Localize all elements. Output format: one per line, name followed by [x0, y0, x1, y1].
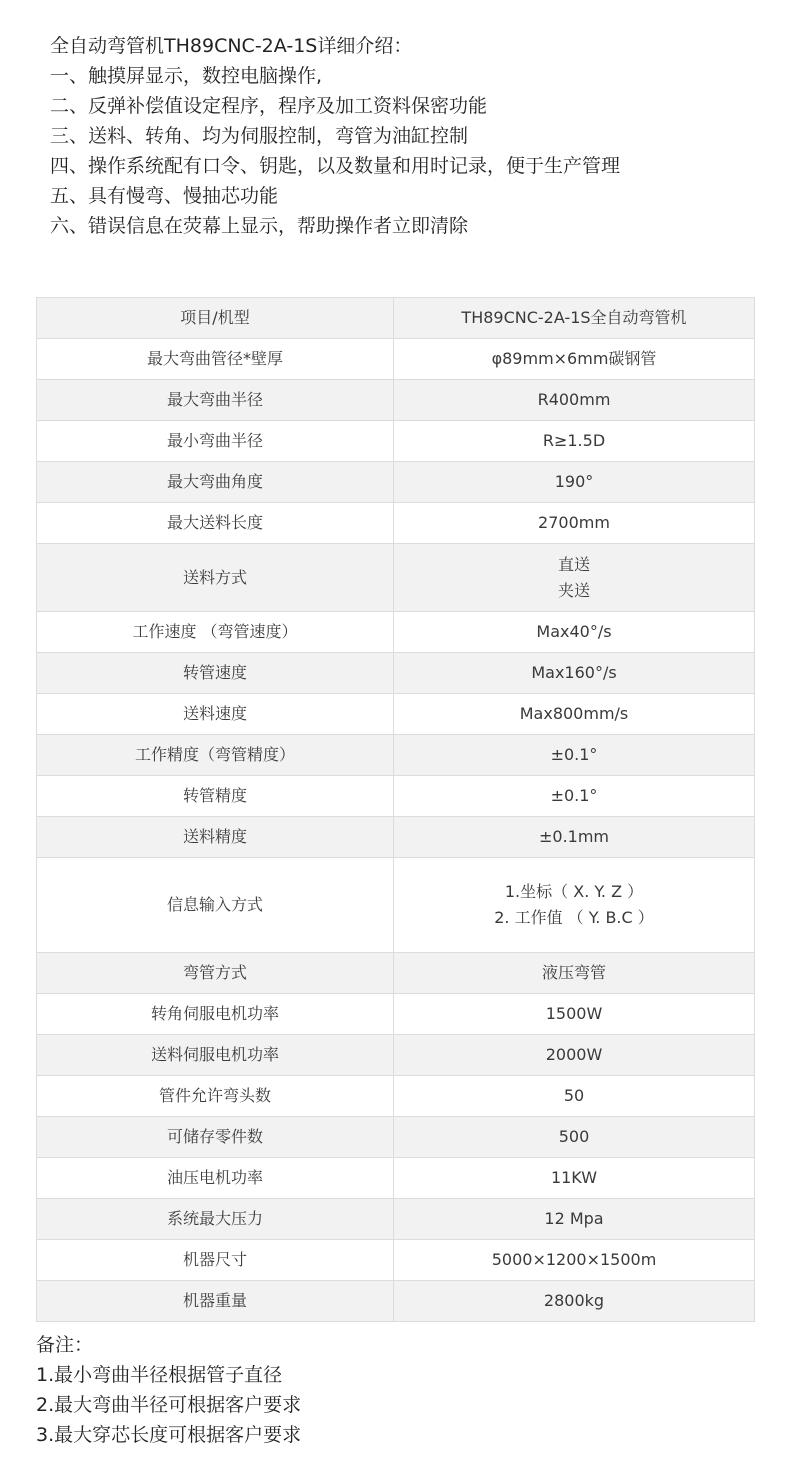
table-row — [37, 1281, 755, 1322]
notes-title: 备注： — [36, 1334, 94, 1356]
spec-value — [394, 612, 755, 653]
spec-value-line: 2800kg — [543, 1291, 605, 1310]
table-row — [37, 653, 755, 694]
spec-value-line: Max800mm/s — [519, 704, 629, 723]
spec-value — [394, 544, 755, 612]
spec-label: 最大弯曲半径 — [37, 380, 394, 421]
table-row — [37, 1199, 755, 1240]
table-row — [37, 1158, 755, 1199]
table-row — [37, 776, 755, 817]
spec-label: 送料方式 — [37, 544, 394, 612]
spec-value-line: 直送 — [557, 554, 590, 574]
intro-item: 一、触摸屏显示，数控电脑操作, — [50, 65, 323, 87]
header-item-cell: 项目/机型 — [37, 298, 394, 339]
spec-label: 可储存零件数 — [37, 1117, 394, 1158]
spec-label: 最大送料长度 — [37, 503, 394, 544]
table-row — [37, 694, 755, 735]
spec-value-line: 液压弯管 — [541, 963, 606, 982]
intro-title: 全自动弯管机TH89CNC-2A-1S详细介绍： — [50, 35, 413, 57]
spec-value — [394, 421, 755, 462]
spec-value-line: 12 Mpa — [544, 1209, 604, 1228]
spec-value-line: R≥1.5D — [542, 431, 606, 450]
note-item: 2.最大弯曲半径可根据客户要求 — [36, 1394, 302, 1416]
intro-item: 五、具有慢弯、慢抽芯功能 — [50, 185, 279, 207]
spec-label: 工作精度（弯管精度） — [37, 735, 394, 776]
spec-value — [394, 1158, 755, 1199]
spec-value — [394, 735, 755, 776]
spec-value-line: 2000W — [545, 1045, 603, 1064]
spec-value-line: ±0.1° — [550, 745, 598, 764]
table-row — [37, 1240, 755, 1281]
spec-value — [394, 953, 755, 994]
spec-value — [394, 994, 755, 1035]
spec-value — [394, 694, 755, 735]
spec-label: 弯管方式 — [37, 953, 394, 994]
spec-value-line: φ89mm×6mm碳钢管 — [491, 349, 657, 368]
spec-label: 系统最大压力 — [37, 1199, 394, 1240]
spec-label: 送料伺服电机功率 — [37, 1035, 394, 1076]
table-row — [37, 544, 755, 612]
table-row — [37, 1076, 755, 1117]
spec-value-line: 5000×1200×1500m — [491, 1250, 657, 1269]
table-row — [37, 380, 755, 421]
spec-value-line: Max160°/s — [531, 663, 617, 682]
spec-value-line: R400mm — [537, 390, 611, 409]
table-row — [37, 612, 755, 653]
intro-item: 四、操作系统配有口令、钥匙，以及数量和用时记录，便于生产管理 — [50, 155, 621, 177]
note-item: 1.最小弯曲半径根据管子直径 — [36, 1364, 283, 1386]
intro-item: 六、错误信息在荧幕上显示，帮助操作者立即清除 — [50, 215, 469, 237]
spec-value-line: 2. 工作值 （ Y. B.C ） — [494, 908, 654, 927]
table-row — [37, 339, 755, 380]
table-row — [37, 858, 755, 953]
spec-value — [394, 462, 755, 503]
intro-item: 二、反弹补偿值设定程序，程序及加工资料保密功能 — [50, 95, 488, 117]
spec-table — [36, 297, 755, 1322]
spec-label: 送料速度 — [37, 694, 394, 735]
table-row — [37, 503, 755, 544]
table-row — [37, 1117, 755, 1158]
spec-label: 机器尺寸 — [37, 1240, 394, 1281]
spec-label: 最大弯曲管径*壁厚 — [37, 339, 394, 380]
spec-value — [394, 339, 755, 380]
spec-label: 送料精度 — [37, 817, 394, 858]
spec-value-line: ±0.1° — [550, 786, 598, 805]
spec-value — [394, 776, 755, 817]
spec-value-line: Max40°/s — [536, 622, 612, 641]
spec-value — [394, 1076, 755, 1117]
notes-section — [36, 1330, 301, 1450]
table-row — [37, 421, 755, 462]
spec-value — [394, 1199, 755, 1240]
spec-label: 转管精度 — [37, 776, 394, 817]
table-row — [37, 817, 755, 858]
intro-item: 三、送料、转角、均为伺服控制，弯管为油缸控制 — [50, 125, 469, 147]
spec-value-line: 190° — [554, 472, 594, 491]
spec-value — [394, 858, 755, 953]
table-row — [37, 1035, 755, 1076]
table-row — [37, 735, 755, 776]
spec-label: 最小弯曲半径 — [37, 421, 394, 462]
table-row — [37, 953, 755, 994]
note-item: 3.最大穿芯长度可根据客户要求 — [36, 1424, 302, 1446]
spec-label: 管件允许弯头数 — [37, 1076, 394, 1117]
spec-value-line: 50 — [563, 1086, 585, 1105]
spec-value-line: 夹送 — [557, 580, 590, 600]
spec-value — [394, 503, 755, 544]
spec-value — [394, 653, 755, 694]
spec-value — [394, 1281, 755, 1322]
spec-label: 油压电机功率 — [37, 1158, 394, 1199]
spec-value-line: 1500W — [545, 1004, 603, 1023]
spec-label: 工作速度 （弯管速度） — [37, 612, 394, 653]
spec-label: 转角伺服电机功率 — [37, 994, 394, 1035]
spec-label: 转管速度 — [37, 653, 394, 694]
intro-section — [50, 31, 620, 241]
spec-value — [394, 817, 755, 858]
spec-label: 机器重量 — [37, 1281, 394, 1322]
spec-value-line: 11KW — [550, 1168, 598, 1187]
header-model-cell: TH89CNC-2A-1S全自动弯管机 — [394, 298, 755, 339]
spec-value-line: 1.坐标（ X. Y. Z ） — [504, 882, 644, 901]
table-row — [37, 462, 755, 503]
spec-label: 信息输入方式 — [37, 858, 394, 953]
spec-label: 最大弯曲角度 — [37, 462, 394, 503]
table-header-row — [37, 298, 755, 339]
spec-value-line: 2700mm — [538, 513, 610, 532]
spec-value-line: ±0.1mm — [538, 827, 610, 846]
spec-value — [394, 1117, 755, 1158]
spec-value — [394, 1035, 755, 1076]
spec-value — [394, 380, 755, 421]
table-row — [37, 994, 755, 1035]
spec-value-line: 500 — [558, 1127, 590, 1146]
spec-value — [394, 1240, 755, 1281]
